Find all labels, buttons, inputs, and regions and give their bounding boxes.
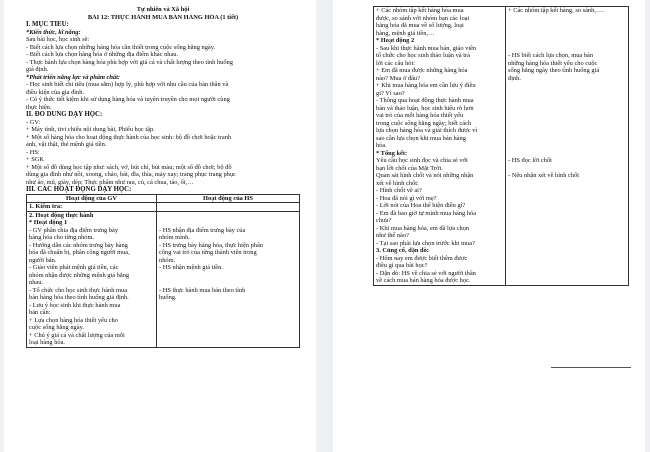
table-header-row bbox=[27, 194, 300, 203]
text-line: *Kiến thức, kĩ năng: bbox=[26, 28, 81, 36]
text-line: sống hằng ngày theo tình huống giả bbox=[508, 67, 600, 74]
activities-table-continued bbox=[373, 6, 629, 286]
text-line: huống. bbox=[159, 294, 177, 301]
text-line bbox=[508, 165, 626, 173]
table-row bbox=[27, 211, 300, 347]
closing-line bbox=[551, 367, 631, 368]
text-line: - Hôm nay em được biết thêm được bbox=[376, 254, 468, 262]
text-line: + Một số đồ dùng học tập như: sách, vở, bút chì, bút màu; một số đồ chơi; bộ đồ bbox=[26, 163, 232, 171]
text-line: - HS trưng bày hàng hóa, thực hiện phân bbox=[159, 241, 264, 249]
text-line: người bán. bbox=[29, 256, 57, 264]
text-line: cuộc sống hằng ngày. bbox=[29, 324, 84, 331]
text-line: - Thực hành lựa chọn hàng hóa phù hợp với giá cả và chất lượng theo tình huống bbox=[26, 58, 233, 66]
text-line: + Máy tính, tivi chiếu nội dung bài, Phiếu học tập. bbox=[26, 126, 155, 133]
text-line: *Phát triển năng lực và phẩm chất: bbox=[26, 73, 121, 81]
text-line: như áo, mũ, giày, dép; Thực phẩm như rau, củ, cá chua, táo, ổi,… bbox=[26, 178, 194, 186]
text-line: hóa đã chuẩn bị, phân công người mua, bbox=[29, 249, 130, 256]
subject-title: Tự nhiên và Xã hội bbox=[136, 6, 190, 13]
student-cell bbox=[157, 211, 300, 347]
text-line: Sau bài học, học sinh sẽ: bbox=[26, 36, 90, 43]
text-line: III. CÁC HOẠT ĐỘNG DẠY HỌC: bbox=[26, 186, 132, 193]
text-line: thực hiện. bbox=[26, 103, 52, 111]
text-line: xét về hình chốt: bbox=[376, 179, 419, 187]
lesson-title: BÀI 12: THỰC HÀNH MUA BÁN HÀNG HÓA (1 tiết) bbox=[87, 13, 239, 21]
text-line: nhau. bbox=[29, 279, 44, 286]
text-line: nhóm. bbox=[159, 256, 176, 264]
text-line: bạn lời chốt của Mặt Trời. bbox=[376, 164, 443, 172]
document-header bbox=[26, 6, 300, 21]
text-line: I. MỤC TIÊU: bbox=[26, 21, 69, 28]
text-line bbox=[508, 15, 626, 23]
text-line: * Hoạt động 2 bbox=[376, 37, 415, 44]
text-line: hóa. bbox=[376, 142, 387, 149]
teacher-cell bbox=[27, 203, 157, 212]
text-line bbox=[508, 127, 626, 135]
student-cell bbox=[157, 203, 300, 212]
text-line: giả định. bbox=[26, 66, 49, 73]
text-line bbox=[159, 279, 297, 287]
text-line bbox=[508, 97, 626, 105]
text-line: + Khi mua hàng hóa em cần lưu ý điều bbox=[376, 82, 476, 89]
text-line: - Sau khi thực hành mua bán, giáo viên bbox=[376, 44, 477, 52]
text-line: 1. Kiểm tra: bbox=[29, 203, 63, 210]
text-line: - Lưu ý học sinh khi thực hành mua bbox=[29, 301, 121, 309]
text-line: - Nêu nhận xét về hình chốt bbox=[508, 172, 579, 179]
text-line: - Giáo viên phát mệnh giá tiền, các bbox=[29, 264, 119, 271]
text-line: + Em đã mua được những hàng hóa bbox=[376, 67, 468, 74]
activities-table bbox=[26, 194, 300, 348]
text-line: + Các nhóm tập kết hàng hóa mua bbox=[376, 7, 464, 14]
text-line: - Thông qua hoạt động thực hành mua bbox=[376, 97, 474, 104]
text-line: - Hướng dẫn các nhóm trưng bày hàng bbox=[29, 241, 128, 249]
text-line: + SGK bbox=[26, 156, 44, 163]
text-line: lựa chọn hàng hóa và giải thích được vì bbox=[376, 127, 478, 134]
text-line: - HS: bbox=[26, 148, 40, 156]
text-line bbox=[159, 212, 297, 220]
teacher-cell bbox=[374, 7, 506, 286]
text-line: + Chú ý giá cả và chất lượng của mỗi bbox=[29, 331, 125, 339]
text-line: - Học sinh biết chi tiêu (mua sắm) hợp lý, phù hợp với nhu cầu của bản thân và bbox=[26, 81, 229, 88]
text-line: - Biết cách lựa chọn hàng hóa ở những địa điểm khác nhau. bbox=[26, 51, 179, 58]
text-line bbox=[508, 120, 626, 128]
text-line: hàng hóa cho từng nhóm. bbox=[29, 234, 95, 241]
text-line: - HS nhận mệnh giá tiền. bbox=[159, 264, 223, 271]
text-line: định. bbox=[508, 74, 521, 82]
right-page bbox=[333, 0, 645, 452]
text-line: Quan sát hình chốt và nói những nhận bbox=[376, 172, 474, 179]
text-line: hàng hóa đã mua về số lượng, loại bbox=[376, 22, 464, 29]
text-line bbox=[159, 219, 297, 227]
left-page bbox=[4, 0, 316, 452]
text-line: vai trò của mỗi hàng hóa thiết yếu bbox=[376, 112, 464, 119]
text-line: được, so sánh với nhóm bạn các loại bbox=[376, 14, 470, 22]
text-line: trong cuộc sống hằng ngày; biết cách bbox=[376, 119, 472, 127]
text-line bbox=[508, 112, 626, 120]
text-line: + Một số hàng hóa cho hoạt động thực hành của học sinh: bộ đồ chơi hoặc tranh bbox=[26, 133, 232, 141]
text-line: - HS nhận địa điểm trưng bày của bbox=[159, 226, 246, 234]
text-line: 3. Củng cố, dặn dò: bbox=[376, 247, 429, 254]
text-line: - Dặn dò: HS về chia sẻ với người thân bbox=[376, 269, 476, 277]
student-cell bbox=[506, 7, 629, 286]
text-line: - HS đọc lời chốt bbox=[508, 157, 552, 164]
text-line: - Hoa đã nói gì với mẹ? bbox=[376, 194, 437, 202]
text-line: 2. Hoạt động thực hành bbox=[29, 211, 94, 219]
table-row bbox=[374, 7, 629, 286]
text-line: II. ĐỒ DÙNG DẠY HỌC: bbox=[26, 111, 103, 118]
text-line bbox=[508, 45, 626, 53]
text-line: * Tổng kết: bbox=[376, 149, 408, 157]
text-line: sao cần lựa chọn khi mua bán hàng bbox=[376, 134, 466, 142]
text-line: loại hàng hóa. bbox=[29, 339, 66, 346]
text-line: điều kiện của gia đình. bbox=[26, 88, 85, 96]
text-line bbox=[508, 105, 626, 113]
text-line bbox=[508, 150, 626, 158]
text-line bbox=[508, 37, 626, 45]
text-line: gì? Vì sao? bbox=[376, 89, 405, 97]
text-line bbox=[508, 22, 626, 30]
text-line bbox=[508, 90, 626, 98]
header-student: Hoạt động của HS bbox=[157, 194, 300, 203]
text-line: nhóm nhận được những mệnh giá bằng bbox=[29, 271, 130, 279]
document-body bbox=[26, 21, 300, 194]
text-line bbox=[508, 82, 626, 90]
text-line: - Tổ chức cho học sinh thực hành mua bbox=[29, 286, 128, 294]
text-line: bán và thảo luận, học sinh hiểu rõ hơn bbox=[376, 104, 474, 112]
table-row bbox=[27, 203, 300, 212]
text-line: + Lựa chọn hàng hóa thiết yếu cho bbox=[29, 316, 118, 324]
text-line: - Lời nói của Hoa thể hiện điều gì? bbox=[376, 202, 466, 209]
text-line: nào? Mua ở đâu? bbox=[376, 74, 421, 82]
text-line: ảnh, vật thật, thẻ mệnh giá tiền. bbox=[26, 141, 107, 148]
text-line: tổ chức cho học sinh thảo luận và trả bbox=[376, 52, 470, 59]
text-line: chưa? bbox=[376, 217, 392, 224]
text-line: những hàng hóa thiết yếu cho cuộc bbox=[508, 59, 598, 67]
text-line: dùng gia đình như nồi, xoong, chảo, bát, đĩa, thìa, máy xay; trang phục trang phục bbox=[26, 171, 236, 178]
empty-line bbox=[159, 203, 297, 211]
text-line: - HS biết cách lựa chọn, mua bán bbox=[508, 52, 594, 59]
text-line: - Hình chốt vẽ ai? bbox=[376, 187, 422, 194]
teacher-cell bbox=[27, 211, 157, 347]
text-line: - Có ý thức tiết kiệm khi sử dụng hàng hóa và tuyên truyền cho mọi người cùng bbox=[26, 96, 230, 103]
header-teacher: Hoạt động của GV bbox=[27, 194, 157, 203]
text-line bbox=[508, 30, 626, 38]
text-line: - GV phân chia địa điểm trưng bày bbox=[29, 226, 119, 234]
text-line: bán hàng hóa theo tình huống giả định. bbox=[29, 294, 129, 301]
text-line: nhóm mình. bbox=[159, 234, 190, 241]
text-line: * Hoạt động 1 bbox=[29, 219, 68, 226]
text-line: - HS thực hành mua bán theo tình bbox=[159, 286, 246, 294]
text-line: hàng, mệnh giá tiền,… bbox=[376, 29, 435, 37]
text-line: về cách mua bán hàng hóa được học. bbox=[376, 277, 471, 284]
text-line: bán cần: bbox=[29, 309, 51, 316]
text-line: Yêu cầu học sinh đọc và chia sẻ với bbox=[376, 157, 468, 164]
text-line: + Các nhóm tập kết hàng, so sánh,…. bbox=[508, 7, 604, 14]
text-line: điều gì qua bài học? bbox=[376, 262, 428, 269]
text-line bbox=[508, 135, 626, 143]
text-line: - GV: bbox=[26, 118, 41, 126]
text-line: - Em đã bao giờ tự mình mua hàng hóa bbox=[376, 209, 477, 217]
text-line: - Khi mua hàng hóa, em đã lựa chọn bbox=[376, 224, 470, 232]
text-line: - Biết cách lựa chọn những hàng hóa cần thiết trong cuộc sống hằng ngày. bbox=[26, 43, 216, 51]
text-line bbox=[159, 272, 297, 280]
text-line: như thế nào? bbox=[376, 232, 409, 239]
text-line: - Tại sao phải lựa chọn trước khi mua? bbox=[376, 239, 475, 247]
text-line: lời các câu hỏi: bbox=[376, 59, 416, 67]
text-line: công vai trò của từng thành viên trong bbox=[159, 249, 257, 256]
text-line bbox=[508, 142, 626, 150]
